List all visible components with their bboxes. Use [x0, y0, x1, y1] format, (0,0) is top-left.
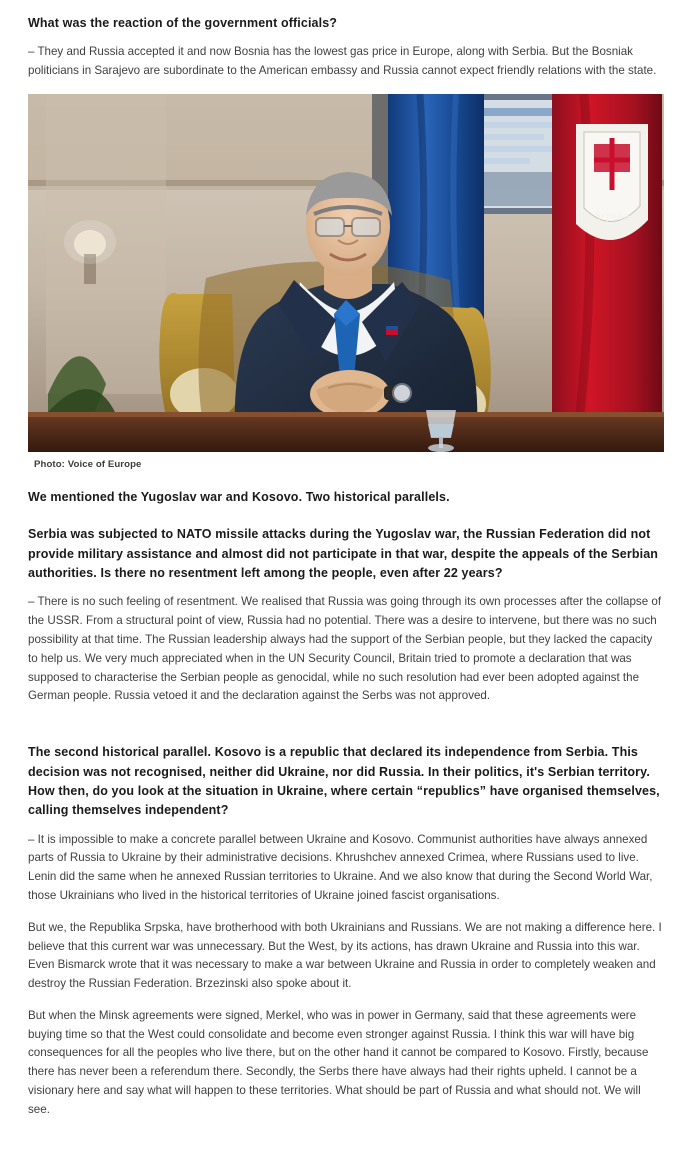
question-heading-4: The second historical parallel. Kosovo is a republic that declared its independence from Serbia. This decision was not recognised, neither did Ukraine, nor did Russia. In their politics, it's Serbian territory. How then, do you look at the situation in Ukraine, where certain “republics” have organised themselves, calling themselves independent? — [28, 745, 660, 818]
question-heading-2: We mentioned the Yugoslav war and Kosovo. Two historical parallels. — [28, 489, 450, 504]
answer-paragraph-5: But when the Minsk agreements were signed, Merkel, who was in power in Germany, said that these agreements were buying time so that the West could consolidate and become even stronger against Russia. I think this war will have big consequences for all the peoples who live there, but on the other hand it cannot be compared to Kosovo. Firstly, because there has never been a referendum there. Secondly, the Serbs there have always had their rights upheld. I cannot be a visionary here and say what will happen to these territories. What should be part of Russia and what should not. We will see. — [28, 1008, 649, 1116]
spacer — [28, 719, 664, 725]
question-heading-3: Serbia was subjected to NATO missile attacks during the Yugoslav war, the Russian Federation did not provide military assistance and almost did not participate in that war, despite the appeals of the Serbian authorities. Is there no resentment left among the people, even after 22 years? — [28, 527, 659, 581]
answer-paragraph-2: – There is no such feeling of resentment. We realised that Russia was going through its own processes after the collapse of the USSR. From a structural point of view, Russia had no potential. There was a desire to intervene, but there was no such possibility at that time. The Russian leadership always had the support of the Serbian people, but they lacked the capacity to help us. We very much appreciated when in the UN Security Council, Britain tried to promote a declaration that was supposed to characterise the Serbian people as genocidal, while no such resolution had ever been adopted against the German people. Russia vetoed it and the declaration against the Serbs was not approved. — [28, 595, 662, 703]
answer-paragraph-4: But we, the Republika Srpska, have brotherhood with both Ukrainians and Russians. We are not making a difference here. I believe that this current war was unnecessary. But the West, by its actions, has drawn Ukraine and Russia into this war. Even Bismarck wrote that it was necessary to make a war between Ukraine and Russia in order to completely weaken and destroy the Russian Federation. Brzezinski also spoke about it. — [28, 920, 662, 991]
interview-photo — [28, 94, 664, 452]
svg-text:Srpska: Srpska — [594, 207, 630, 223]
photo-caption: Photo: Voice of Europe — [34, 458, 142, 470]
answer-paragraph-1: – They and Russia accepted it and now Bosnia has the lowest gas price in Europe, along with Serbia. But the Bosniak politicians in Sarajevo are subordinate to the American embassy and Russia cannot expect friendly relations with the state. — [28, 45, 657, 78]
article-figure — [28, 94, 664, 470]
interview-photo-graphic — [28, 94, 664, 452]
question-heading-1: What was the reaction of the government officials? — [28, 16, 338, 30]
answer-paragraph-3: – It is impossible to make a concrete parallel between Ukraine and Kosovo. Communist authorities have always annexed parts of Russia to Ukraine by their administrative decisions. Khrushchev annexed Crimea, where Russians used to live. Lenin did the same when he annexed Russian territories to Ukraine. And we also know that during the Second World War, those Ukrainians who lived in the historical territories of Ukraine joined fascist organisations. — [28, 832, 653, 902]
